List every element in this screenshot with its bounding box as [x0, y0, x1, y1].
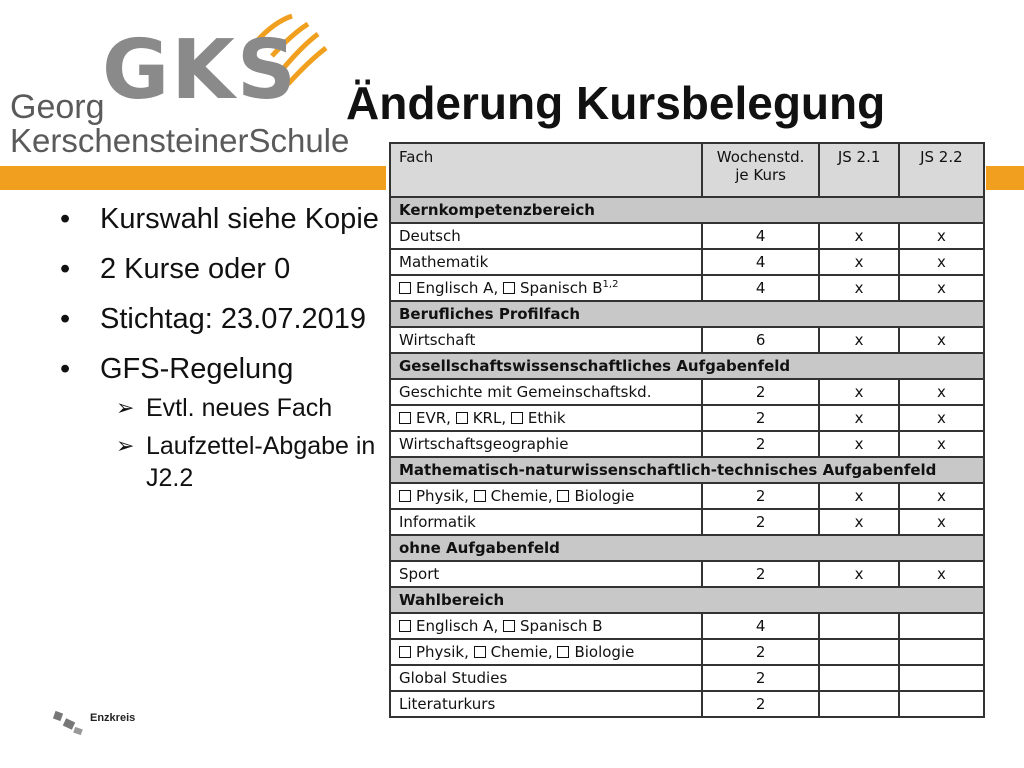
footer-label: Enzkreis	[90, 712, 136, 724]
cell-fach	[390, 483, 702, 509]
accent-bar-right	[986, 166, 1024, 190]
table-row	[390, 249, 984, 275]
bullet-item: • Kurswahl siehe Kopie	[60, 203, 379, 235]
cell-js22: x	[899, 509, 984, 535]
table-row	[390, 613, 984, 639]
option-label: Chemie,	[490, 487, 553, 505]
cell-js22: x	[899, 275, 984, 301]
cell-fach: Informatik	[390, 509, 702, 535]
arrow-icon: ➢	[116, 395, 135, 420]
sub-bullet-text: Laufzettel-Abgabe in J2.2	[146, 432, 376, 492]
bullet-text: Kurswahl siehe Kopie	[100, 203, 379, 235]
option-label: EVR,	[416, 409, 451, 427]
cell-js22	[899, 691, 984, 717]
cell-hours: 2	[702, 483, 820, 509]
header-fach: Fach	[390, 143, 702, 197]
cell-hours: 2	[702, 431, 820, 457]
cell-js21: x	[819, 379, 898, 405]
cell-js21	[819, 665, 898, 691]
bullet-text: 2 Kurse oder 0	[100, 253, 291, 285]
option-label: Physik,	[416, 643, 469, 661]
section-row	[390, 301, 984, 327]
section-row	[390, 197, 984, 223]
cell-fach: Wirtschaft	[390, 327, 702, 353]
cell-hours: 2	[702, 405, 820, 431]
option-label: KRL,	[472, 409, 507, 427]
cell-js21: x	[819, 431, 898, 457]
logo-last-name: Kerschensteiner	[10, 122, 249, 159]
checkbox-icon	[474, 646, 486, 658]
option-label: Biologie	[574, 643, 635, 661]
cell-js22	[899, 639, 984, 665]
bullet-item: • GFS-Regelung	[60, 353, 294, 385]
accent-bar-left	[0, 166, 386, 190]
header-js21: JS 2.1	[819, 143, 898, 197]
cell-js22	[899, 613, 984, 639]
checkbox-icon	[399, 620, 411, 632]
table-row	[390, 405, 984, 431]
arrow-icon: ➢	[116, 433, 135, 458]
option-label: Spanisch B	[520, 617, 603, 635]
header-js22: JS 2.2	[899, 143, 984, 197]
cell-hours: 6	[702, 327, 820, 353]
cell-fach: Mathematik	[390, 249, 702, 275]
page-title: Änderung Kursbelegung	[346, 77, 886, 129]
bullet-item: • Stichtag: 23.07.2019	[60, 303, 367, 335]
table-row	[390, 509, 984, 535]
cell-hours: 2	[702, 691, 820, 717]
checkbox-icon	[474, 490, 486, 502]
cell-js21	[819, 691, 898, 717]
footnote-mark: 1,2	[602, 279, 619, 290]
cell-js21: x	[819, 509, 898, 535]
sub-bullet-item	[60, 430, 380, 494]
cell-fach: Literaturkurs	[390, 691, 702, 717]
cell-hours: 2	[702, 639, 820, 665]
logo-school-name	[10, 124, 349, 157]
checkbox-icon	[557, 646, 569, 658]
cell-js21	[819, 639, 898, 665]
bullet-text: Stichtag: 23.07.2019	[100, 303, 367, 335]
cell-hours: 4	[702, 223, 820, 249]
cell-js22: x	[899, 223, 984, 249]
cell-js21: x	[819, 275, 898, 301]
table-row	[390, 379, 984, 405]
table-row	[390, 691, 984, 717]
sub-bullet-text: Evtl. neues Fach	[146, 394, 333, 422]
cell-fach: Sport	[390, 561, 702, 587]
option-label: Ethik	[527, 409, 566, 427]
footer-logo	[52, 706, 136, 743]
checkbox-icon	[456, 412, 468, 424]
checkbox-icon	[503, 282, 515, 294]
checkbox-icon	[503, 620, 515, 632]
table-row	[390, 327, 984, 353]
cell-js21: x	[819, 483, 898, 509]
cell-js22: x	[899, 405, 984, 431]
cell-hours: 4	[702, 275, 820, 301]
cell-js22: x	[899, 431, 984, 457]
cell-js21: x	[819, 405, 898, 431]
cell-js21	[819, 613, 898, 639]
section-title: Wahlbereich	[390, 587, 984, 613]
cell-js21: x	[819, 223, 898, 249]
bullet-item: • 2 Kurse oder 0	[60, 253, 291, 285]
table-row	[390, 275, 984, 301]
header-hours: Wochenstd. je Kurs	[702, 143, 820, 197]
cell-js21: x	[819, 561, 898, 587]
table-row	[390, 223, 984, 249]
option-label: Physik,	[416, 487, 469, 505]
cell-js22	[899, 665, 984, 691]
school-logo	[6, 8, 350, 159]
checkbox-icon	[399, 282, 411, 294]
table-header-row	[390, 143, 984, 197]
table-row	[390, 665, 984, 691]
section-row	[390, 457, 984, 483]
cell-fach	[390, 613, 702, 639]
cell-js21: x	[819, 327, 898, 353]
option-label: Biologie	[574, 487, 635, 505]
bullet-text: GFS-Regelung	[100, 353, 294, 385]
bullet-list	[60, 200, 380, 500]
section-title: Mathematisch-naturwissenschaftlich-technisches Aufgabenfeld	[390, 457, 984, 483]
cell-fach: Global Studies	[390, 665, 702, 691]
table-row	[390, 431, 984, 457]
table-row	[390, 639, 984, 665]
section-title: ohne Aufgabenfeld	[390, 535, 984, 561]
option-label: Englisch A,	[416, 617, 499, 635]
sub-bullet-item	[60, 392, 380, 424]
option-label: Chemie,	[490, 643, 553, 661]
cell-hours: 2	[702, 379, 820, 405]
section-title: Kernkompetenzbereich	[390, 197, 984, 223]
cell-js21: x	[819, 249, 898, 275]
cell-js22: x	[899, 483, 984, 509]
section-title: Gesellschaftswissenschaftliches Aufgabenfeld	[390, 353, 984, 379]
section-row	[390, 353, 984, 379]
cell-fach: Deutsch	[390, 223, 702, 249]
cell-fach	[390, 405, 702, 431]
cell-js22: x	[899, 327, 984, 353]
cell-fach	[390, 639, 702, 665]
cell-hours: 4	[702, 613, 820, 639]
section-title: Berufliches Profilfach	[390, 301, 984, 327]
cell-fach: Geschichte mit Gemeinschaftskd.	[390, 379, 702, 405]
table-row	[390, 483, 984, 509]
enzkreis-logo-icon	[52, 706, 86, 738]
cell-fach	[390, 275, 702, 301]
course-table	[389, 142, 985, 718]
checkbox-icon	[399, 412, 411, 424]
option-label: Englisch A,	[416, 279, 499, 297]
checkbox-icon	[399, 646, 411, 658]
cell-fach: Wirtschaftsgeographie	[390, 431, 702, 457]
cell-js22: x	[899, 379, 984, 405]
cell-hours: 2	[702, 665, 820, 691]
cell-hours: 2	[702, 561, 820, 587]
cell-js22: x	[899, 249, 984, 275]
cell-hours: 4	[702, 249, 820, 275]
checkbox-icon	[399, 490, 411, 502]
section-row	[390, 535, 984, 561]
option-label: Spanisch B	[520, 279, 603, 297]
checkbox-icon	[511, 412, 523, 424]
table-row	[390, 561, 984, 587]
logo-abbreviation: GKS	[102, 23, 298, 118]
logo-first-name: Georg	[10, 88, 105, 126]
cell-js22: x	[899, 561, 984, 587]
cell-hours: 2	[702, 509, 820, 535]
logo-school-word: Schule	[248, 122, 350, 159]
section-row	[390, 587, 984, 613]
checkbox-icon	[557, 490, 569, 502]
